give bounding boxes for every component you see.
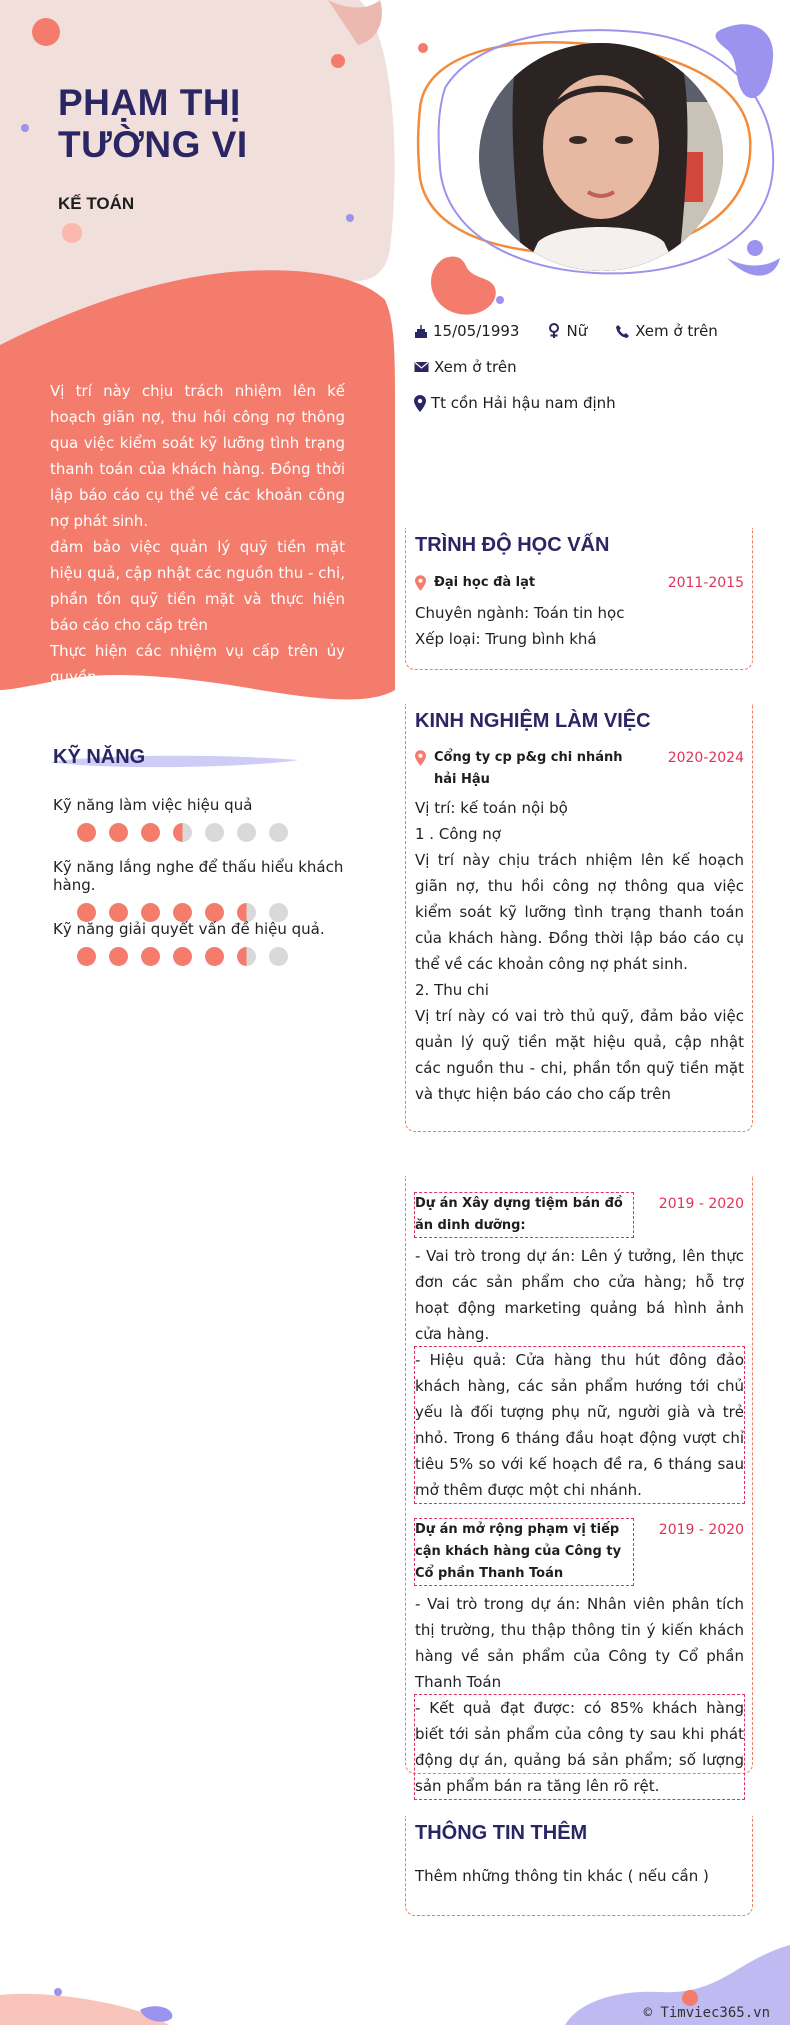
additional-heading-text: THÔNG TIN THÊM: [415, 1822, 588, 1844]
email-text: Xem ở trên: [434, 358, 517, 376]
skill-rating-dot: [77, 823, 96, 842]
school-name-text: Đại học đà lạt: [434, 575, 536, 590]
cake-icon: [414, 324, 428, 339]
education-heading: [415, 534, 744, 557]
skill-rating-dot: [237, 947, 256, 966]
skill-rating: [53, 947, 383, 966]
education-entry-head: [415, 572, 744, 594]
skill-rating-dot: [205, 823, 224, 842]
skill-rating-dot: [77, 947, 96, 966]
job-title: KẾ TOÁN: [58, 194, 135, 213]
project-role: - Vai trò trong dự án: Lên ý tưởng, lên thực đơn các sản phẩm cho cửa hàng; hỗ trợ hoạt động marketing quảng bá hình ảnh cửa hàng.: [415, 1247, 744, 1343]
gender-item: [547, 322, 587, 340]
objective-paragraph: đảm bảo việc quản lý quỹ tiền mặt hiệu quả, cập nhật các nguồn thu - chi, phần tồn quỹ tiền mặt và thực hiện báo cáo cho cấp trên: [50, 538, 345, 634]
additional-heading: [415, 1822, 744, 1845]
school-name: [415, 572, 645, 594]
map-pin-icon: [414, 395, 426, 412]
experience-line: Vị trí này có vai trò thủ quỹ, đảm bảo việc quản lý quỹ tiền mặt hiệu quả, cập nhật các nguồn thu - chi, phần tồn quỹ tiền mặt và thực hiện báo cáo cho cấp trên: [415, 1007, 744, 1103]
company-name-text: Cổng ty cp p&g chi nhánh hải Hậu: [434, 750, 623, 787]
objective-paragraph: Vị trí này chịu trách nhiệm lên kế hoạch giãn nợ, thu hồi công nợ thông qua việc kiểm soát kỹ lưỡng tình trạng thanh toán của khách hàng. Đồng thời lập báo cáo cụ thể về các khoản công nợ phát sinh.: [50, 382, 345, 530]
experience-line: 1 . Công nợ: [415, 825, 501, 843]
career-objective: [50, 378, 345, 690]
phone-item: [615, 322, 718, 340]
project-period: 2019 - 2020: [658, 1522, 744, 1538]
skill-rating-dot: [269, 823, 288, 842]
education-period: 2011-2015: [667, 575, 744, 591]
skill-name: Kỹ năng lắng nghe để thấu hiểu khách hàng.: [53, 858, 344, 894]
contact-row-2: [414, 358, 517, 376]
skill-item: [53, 796, 383, 842]
skill-rating-dot: [109, 947, 128, 966]
email-item: [414, 358, 517, 376]
experience-line: 2. Thu chi: [415, 981, 489, 999]
experience-line: Vị trí: kế toán nội bộ: [415, 799, 568, 817]
address-item: [414, 394, 616, 412]
skill-rating-dot: [141, 823, 160, 842]
contact-row-3: [414, 394, 616, 412]
experience-entry-head: [415, 747, 744, 791]
project-result: - Hiệu quả: Cửa hàng thu hút đông đảo khách hàng, các sản phẩm hướng tới chủ yếu là đối tượng phụ nữ, người già và trẻ nhỏ. Trong 6 tháng đầu hoạt động vượt chỉ tiêu 5% so với kế hoạch đề ra, 6 tháng sau mở thêm được một chi nhánh.: [415, 1347, 744, 1503]
experience-heading: [415, 710, 744, 733]
watermark: © Timviec365.vn: [643, 2005, 770, 2021]
additional-info-section: [405, 1816, 753, 1916]
phone-icon: [615, 324, 630, 339]
map-pin-icon: [415, 750, 426, 766]
projects-section: [405, 1176, 753, 1795]
experience-period: 2020-2024: [667, 750, 744, 766]
objective-paragraph: Thực hiện các nhiệm vụ cấp trên ủy quyền: [50, 642, 345, 686]
project-name: Dự án mở rộng phạm vị tiếp cận khách hàng của Công ty Cổ phần Thanh Toán: [415, 1519, 633, 1585]
avatar: [478, 42, 724, 272]
additional-text: Thêm những thông tin khác ( nếu cần ): [415, 1867, 709, 1885]
skill-name: Kỹ năng làm việc hiệu quả: [53, 796, 253, 814]
project-period: 2019 - 2020: [658, 1196, 744, 1212]
contact-row-1: [414, 322, 718, 340]
education-grade: Xếp loại: Trung bình khá: [415, 630, 597, 648]
education-heading-text: TRÌNH ĐỘ HỌC VẤN: [415, 534, 610, 556]
skill-rating-dot: [109, 823, 128, 842]
skill-rating-dot: [237, 823, 256, 842]
experience-heading-text: KINH NGHIỆM LÀM VIỆC: [415, 710, 651, 732]
project-role: - Vai trò trong dự án: Nhân viên phân tích thị trường, thu thập thông tin ý kiến khách hàng về sản phẩm của Công ty Cổ phần Thanh Toán: [415, 1595, 744, 1691]
skill-rating-dot: [173, 947, 192, 966]
skill-rating-dot: [173, 823, 192, 842]
birthday-text: 15/05/1993: [433, 322, 520, 340]
education-major: Chuyên ngành: Toán tin học: [415, 604, 625, 622]
skill-item: [53, 858, 383, 922]
experience-line: Vị trí này chịu trách nhiệm lên kế hoạch giãn nợ, thu hồi công nợ thông qua việc kiểm soát kỹ lưỡng tình trạng thanh toán của khách hàng. Đồng thời lập báo cáo cụ thể về các khoản công nợ phát sinh.: [415, 851, 744, 973]
project-name: Dự án Xây dựng tiệm bán đồ ăn dinh dưỡng:: [415, 1193, 633, 1237]
project-result: - Kết quả đạt được: có 85% khách hàng biết tới sản phẩm của công ty sau khi phát động dự án, quảng bá sản phẩm; số lượng sản phẩm bán ra tăng lên rõ rệt.: [415, 1695, 744, 1799]
project-entry-head: [415, 1519, 744, 1585]
skills-heading: KỸ NĂNG: [53, 746, 146, 768]
map-pin-icon: [415, 575, 426, 591]
gender-icon: [547, 323, 561, 339]
skill-item: [53, 920, 383, 966]
skill-rating-dot: [269, 947, 288, 966]
envelope-icon: [414, 361, 429, 373]
skill-rating: [53, 823, 383, 842]
project-entry-head: [415, 1193, 744, 1237]
gender-text: Nữ: [566, 322, 588, 340]
experience-section: [405, 704, 753, 1132]
skill-name: Kỹ năng giải quyết vấn đề hiệu quả.: [53, 920, 325, 938]
skill-rating-dot: [205, 947, 224, 966]
candidate-name: PHẠM THỊ TƯỜNG VI: [58, 82, 248, 165]
education-section: [405, 528, 753, 670]
skill-rating-dot: [141, 947, 160, 966]
birthday-item: [414, 322, 519, 340]
phone-text: Xem ở trên: [635, 322, 718, 340]
address-text: Tt cồn Hải hậu nam định: [431, 394, 616, 412]
company-name: [415, 747, 645, 791]
